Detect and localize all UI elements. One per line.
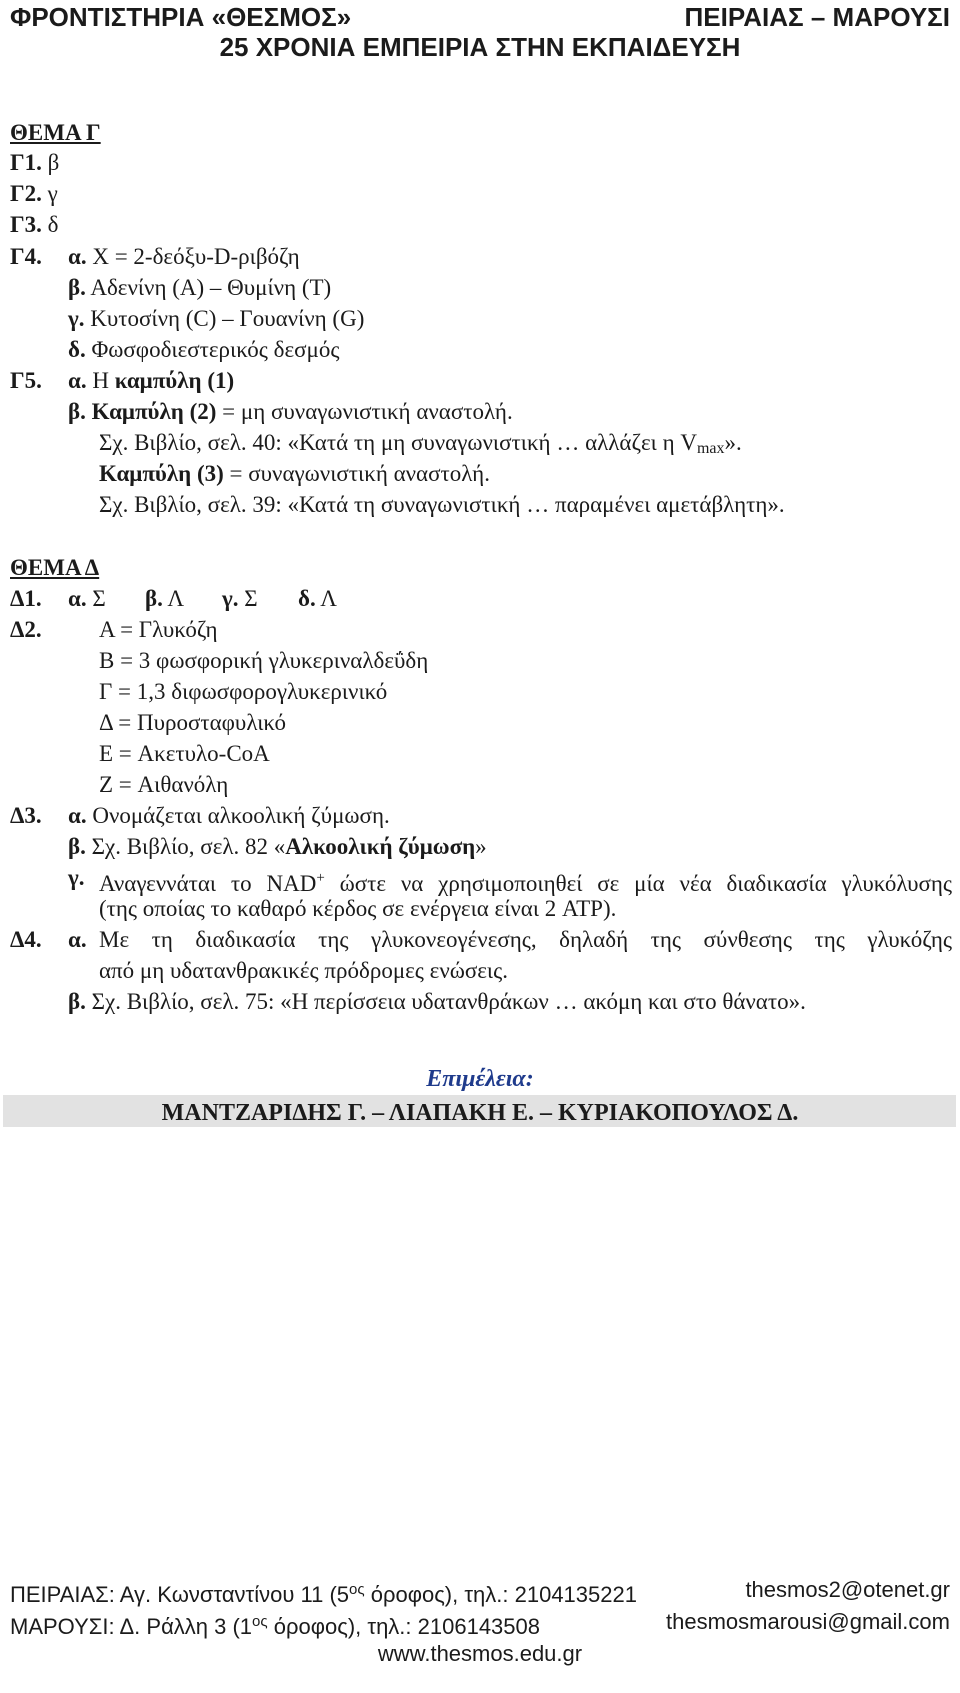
d1-label: Δ1. [10, 586, 42, 611]
header-left: ΦΡΟΝΤΙΣΤΗΡΙΑ «ΘΕΣΜΟΣ» [10, 2, 352, 32]
g2-answer: Γ2. γ [10, 181, 58, 206]
d4-a-line-1: Με τη διαδικασία της γλυκονεογένεσης, δηλαδή της σύνθεσης της γλυκόζης [99, 927, 952, 952]
d3-label: Δ3. [10, 803, 42, 828]
page-header [10, 2, 950, 32]
g5-b: β. Καμπύλη (2) = μη συναγωνιστική αναστολή. [68, 399, 513, 424]
g3-answer: Γ3. δ [10, 212, 59, 237]
d4-label: Δ4. [10, 927, 42, 952]
theme-d-title: ΘΕΜΑ Δ [10, 555, 100, 580]
d2-line-b: B = 3 φωσφορική γλυκεριναλδεΰδη [99, 648, 429, 673]
d2-label: Δ2. [10, 617, 42, 642]
footer-address-piraeus: ΠΕΙΡΑΙΑΣ: Αγ. Κωνσταντίνου 11 ($5^{o\varsigma}$ όροφος), τηλ.: 2104135221 [10, 1581, 637, 1607]
g1-answer: Γ1. β [10, 150, 60, 175]
header-right: ΠΕΙΡΑΙΑΣ – ΜΑΡΟΥΣΙ [684, 2, 950, 32]
d2-line-c: Γ = 1,3 διφωσφορογλυκερινικό [99, 679, 388, 704]
d2-line-e: E = Ακετυλο-CoA [99, 741, 270, 766]
d1-item-b: β. Λ [145, 586, 185, 611]
footer-website[interactable]: www.thesmos.edu.gr [377, 1641, 583, 1666]
g5-ref-2: Σχ. Βιβλίο, σελ. 39: «Κατά τη συναγωνιστική … παραμένει αμετάβλητη». [99, 492, 785, 517]
d3-a: α. Ονομάζεται αλκοολική ζύμωση. [68, 803, 390, 828]
d1-item-a: α. Σ [68, 586, 106, 611]
d4-b: β. Σχ. Βιβλίο, σελ. 75: «Η περίσσεια υδατανθράκων … ακόμη και στο θάνατο». [68, 989, 806, 1014]
footer-email-piraeus[interactable]: thesmos2@otenet.gr [745, 1577, 950, 1602]
g4-d: δ. Φωσφοδιεστερικός δεσμός [68, 337, 340, 362]
g5-label: Γ5. [10, 368, 42, 393]
d3-c-mark: γ. [68, 865, 85, 890]
d3-c-line-2: (της οποίας το καθαρό κέρδος σε ενέργεια είναι 2 ATP). [99, 896, 617, 921]
d2-line-d: Δ = Πυροσταφυλικό [99, 710, 286, 735]
g4-b: β. Αδενίνη (A) – Θυμίνη (T) [68, 275, 332, 300]
credits-names: ΜΑΝΤΖΑΡΙΔΗΣ Γ. – ΛΙΑΠΑΚΗ Ε. – ΚΥΡΙΑΚΟΠΟΥΛΟΣ Δ. [161, 1100, 799, 1126]
header-subtitle: 25 ΧΡΟΝΙΑ ΕΜΠΕΙΡΙΑ ΣΤΗΝ ΕΚΠΑΙΔΕΥΣΗ [219, 32, 741, 62]
g5-c3: Καμπύλη (3) = συναγωνιστική αναστολή. [99, 461, 490, 486]
g5-a: α. Η καμπύλη (1) [68, 368, 235, 393]
d1-item-c: γ. Σ [222, 586, 258, 611]
g5-ref-1: Σχ. Βιβλίο, σελ. 40: «Κατά τη μη συναγωνιστική … αλλάζει η Vmax». [99, 430, 742, 457]
d3-c-line-1: Αναγεννάται το NAD+ ώστε να χρησιμοποιηθεί σε μία νέα διαδικασία γλυκόλυσης [99, 870, 952, 896]
footer-address-marousi: ΜΑΡΟΥΣΙ: Δ. Ράλλη 3 ($1^{o\varsigma}$ όροφος), τηλ.: 2106143508 [10, 1613, 540, 1639]
credits-title: Επιμέλεια: [426, 1066, 534, 1092]
d4-a-mark: α. [68, 927, 87, 952]
g4-a: α. X = 2-δεόξυ-D-ριβόζη [68, 244, 300, 269]
d2-line-a: A = Γλυκόζη [99, 617, 218, 642]
g4-label: Γ4. [10, 244, 42, 269]
theme-c-title: ΘΕΜΑ Γ [10, 120, 101, 145]
g4-c: γ. Κυτοσίνη (C) – Γουανίνη (G) [68, 306, 365, 331]
d1-item-d: δ. Λ [298, 586, 337, 611]
d4-a-line-2: από μη υδατανθρακικές πρόδρομες ενώσεις. [99, 958, 508, 983]
footer-email-marousi[interactable]: thesmosmarousi@gmail.com [666, 1609, 950, 1634]
d3-b: β. Σχ. Βιβλίο, σελ. 82 «Αλκοολική ζύμωση» [68, 834, 487, 859]
d2-line-z: Z = Αιθανόλη [99, 772, 229, 797]
